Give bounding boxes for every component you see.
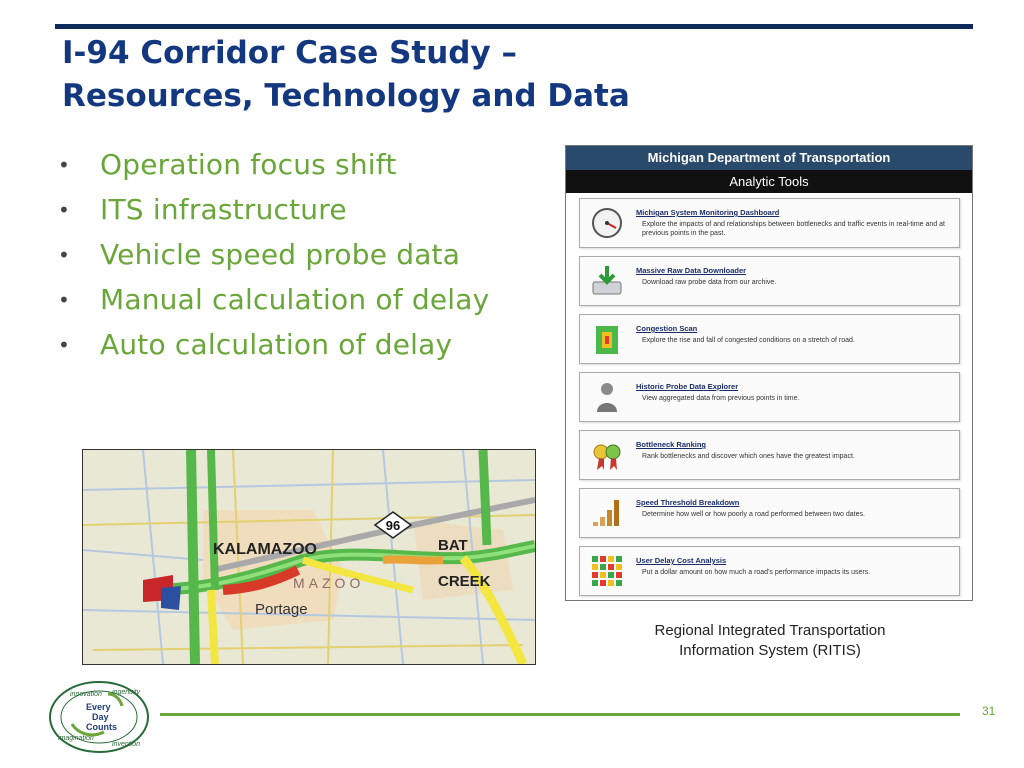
tool-link[interactable]: Speed Threshold Breakdown (636, 498, 740, 507)
tool-description: Explore the impacts of and relationships between bottlenecks and traffic events in real-time and at previous points in the past. (642, 221, 945, 237)
tool-link[interactable]: Congestion Scan (636, 324, 698, 333)
bullet-item: • Operation focus shift (58, 148, 397, 181)
logo-word-imagination: imagination (58, 735, 94, 742)
map-label-mazoo: MAZOO (293, 575, 365, 591)
tool-card[interactable] (579, 256, 960, 306)
map-label-creek: CREEK (438, 573, 491, 590)
caption-line-2: Information System (RITIS) (679, 642, 861, 659)
footer-rule (160, 713, 960, 716)
title-line-2: Resources, Technology and Data (62, 78, 630, 114)
logo-text-day: Day (92, 712, 109, 722)
bullet-item: • Manual calculation of delay (58, 283, 490, 316)
tool-card[interactable] (579, 198, 960, 248)
slide-title (62, 32, 762, 118)
ritis-tools-panel (565, 145, 973, 601)
tool-description: Determine how well or how poorly a road performed between two dates. (642, 511, 865, 518)
bullet-item: • ITS infrastructure (58, 193, 347, 226)
bullet-list (58, 148, 558, 373)
tool-description: Explore the rise and fall of congested conditions on a stretch of road. (642, 337, 855, 344)
tool-card[interactable] (579, 314, 960, 364)
ritis-header-subtitle: Analytic Tools (566, 170, 972, 193)
congestion-scan-icon (590, 322, 624, 356)
tool-card[interactable] (579, 488, 960, 538)
title-line-1: I-94 Corridor Case Study – (62, 35, 517, 71)
tool-description: Put a dollar amount on how much a road's performance impacts its users. (642, 569, 871, 576)
logo-word-invention: invention (112, 741, 141, 748)
tool-description: Download raw probe data from our archive. (642, 279, 777, 286)
tool-card[interactable] (579, 372, 960, 422)
tool-card[interactable] (579, 546, 960, 596)
tool-link[interactable]: Massive Raw Data Downloader (636, 266, 747, 275)
download-drive-icon (590, 264, 624, 298)
page-number: 31 (982, 704, 996, 718)
gauge-icon (590, 206, 624, 240)
corridor-map-image (82, 449, 536, 665)
bust-statue-icon (590, 380, 624, 414)
top-rule (55, 24, 973, 29)
every-day-counts-logo (48, 680, 150, 754)
map-label-portage: Portage (255, 601, 308, 618)
logo-word-ingenuity: ingenuity (112, 689, 141, 696)
bar-steps-icon (590, 496, 624, 530)
tool-link[interactable]: Bottleneck Ranking (636, 440, 707, 449)
tool-link[interactable]: User Delay Cost Analysis (636, 556, 727, 565)
map-label-kalamazoo: KALAMAZOO (213, 541, 317, 558)
ritis-header-title: Michigan Department of Transportation (566, 146, 972, 170)
tool-description: View aggregated data from previous points in time. (642, 395, 800, 402)
map-label-bat: BAT (438, 537, 468, 554)
ribbon-medals-icon (590, 438, 624, 472)
route-96-label: 96 (385, 518, 401, 533)
ritis-caption (600, 621, 940, 661)
color-grid-icon (590, 554, 624, 588)
bullet-item: • Vehicle speed probe data (58, 238, 461, 271)
logo-text-every: Every (86, 702, 111, 712)
bullet-item: • Auto calculation of delay (58, 328, 453, 361)
tool-link[interactable]: Historic Probe Data Explorer (636, 382, 739, 391)
tool-link[interactable]: Michigan System Monitoring Dashboard (636, 208, 780, 217)
tool-card[interactable] (579, 430, 960, 480)
caption-line-1: Regional Integrated Transportation (654, 622, 886, 639)
logo-word-innovation: innovation (70, 691, 102, 698)
logo-text-counts: Counts (86, 722, 117, 732)
tool-description: Rank bottlenecks and discover which ones have the greatest impact. (642, 453, 855, 460)
